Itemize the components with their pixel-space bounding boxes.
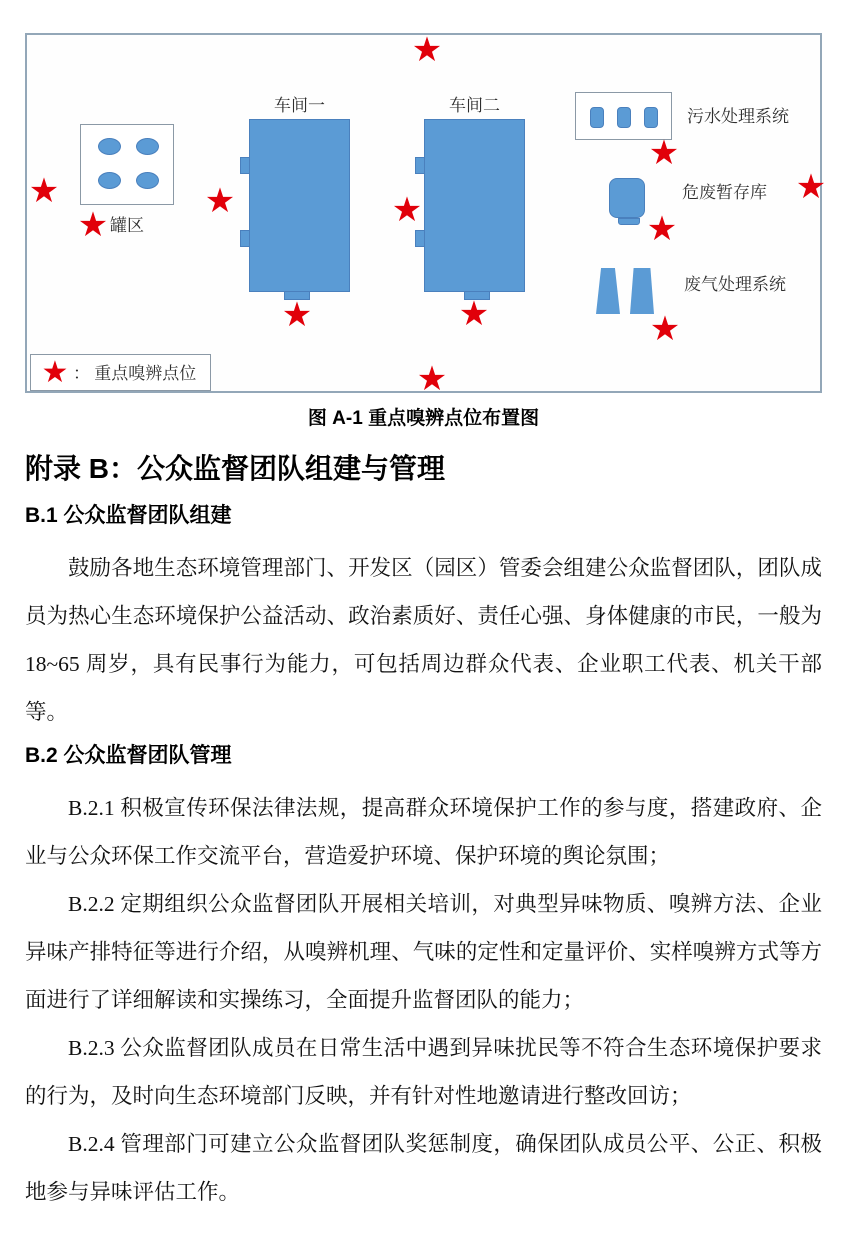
workshop1-building [249,119,350,292]
workshop2-side-tab [415,230,425,247]
sniff-point-star-icon: ★ [649,309,681,349]
section-heading-b1: B.1 公众监督团队组建 [25,504,232,527]
sniff-point-star-icon: ★ [77,205,109,245]
workshop1-label: 车间一 [274,96,325,115]
paragraph: B.2.3 公众监督团队成员在日常生活中遇到异味扰民等不符合生态环境保护要求的行为，及时向生态环境部门反映，并有针对性地邀请进行整改回访； [25,1036,822,1108]
tank-area-box [80,124,174,205]
wastegas-chimney-icon [630,268,654,314]
sniff-point-star-icon: ★ [648,133,680,173]
paragraph: B.2.2 定期组织公众监督团队开展相关培训，对典型异味物质、嗅辨方法、企业异味产排特征等进行介绍，从嗅辨机理、气味的定性和定量评价、实样嗅辨方式等方面进行了详细解读和实操练习，全面提升监督团队的能力； [25,892,822,1012]
appendix-title: 附录 B：公众监督团队组建与管理 [25,453,446,484]
wastegas-chimney-icon [596,268,620,314]
tank-area-label: 罐区 [110,216,144,235]
hazwaste-door [618,218,640,225]
sniff-point-star-icon: ★ [416,359,448,399]
wastewater-unit-icon [590,107,604,128]
wastewater-unit-icon [617,107,631,128]
tank-icon [98,138,121,155]
sniff-point-star-icon: ★ [646,209,678,249]
legend-box [30,354,211,391]
layout-figure [25,30,827,399]
legend-label: ： 重点嗅辨点位 [73,364,197,383]
tank-icon [136,172,159,189]
paragraph: B.2.1 积极宣传环保法律法规，提高群众环境保护工作的参与度，搭建政府、企业与公众环保工作交流平台，营造爱护环境、保护环境的舆论氛围； [25,796,822,868]
sniff-point-star-icon: ★ [411,30,443,70]
section-heading-b2: B.2 公众监督团队管理 [25,744,232,767]
hazwaste-label: 危废暂存库 [682,183,767,202]
figure-caption: 图 A-1 重点嗅辨点位布置图 [307,408,540,429]
wastegas-label: 废气处理系统 [684,275,786,294]
wastewater-label: 污水处理系统 [687,107,789,126]
sniff-point-star-icon: ★ [458,294,490,334]
tank-icon [136,138,159,155]
sniff-point-star-icon: ★ [28,171,60,211]
workshop1-side-tab [240,230,250,247]
workshop2-side-tab [415,157,425,174]
legend-star-icon: ★ [41,355,69,390]
section-b1-body [25,544,822,736]
wastewater-unit-icon [644,107,658,128]
workshop2-building [424,119,525,292]
sniff-point-star-icon: ★ [391,190,423,230]
sniff-point-star-icon: ★ [204,181,236,221]
hazwaste-building [609,178,645,218]
section-b2-body [25,784,822,1216]
sniff-point-star-icon: ★ [795,167,827,207]
tank-icon [98,172,121,189]
workshop2-label: 车间二 [449,96,500,115]
sniff-point-star-icon: ★ [281,295,313,335]
workshop1-side-tab [240,157,250,174]
paragraph: B.2.4 管理部门可建立公众监督团队奖惩制度，确保团队成员公平、公正、积极地参与异味评估工作。 [25,1132,822,1204]
paragraph: 鼓励各地生态环境管理部门、开发区（园区）管委会组建公众监督团队，团队成员为热心生态环境保护公益活动、政治素质好、责任心强、身体健康的市民，一般为 18~65 周岁，具有民事行为能力，可包括周边群众代表、企业职工代表、机关干部等。 [25,556,822,724]
